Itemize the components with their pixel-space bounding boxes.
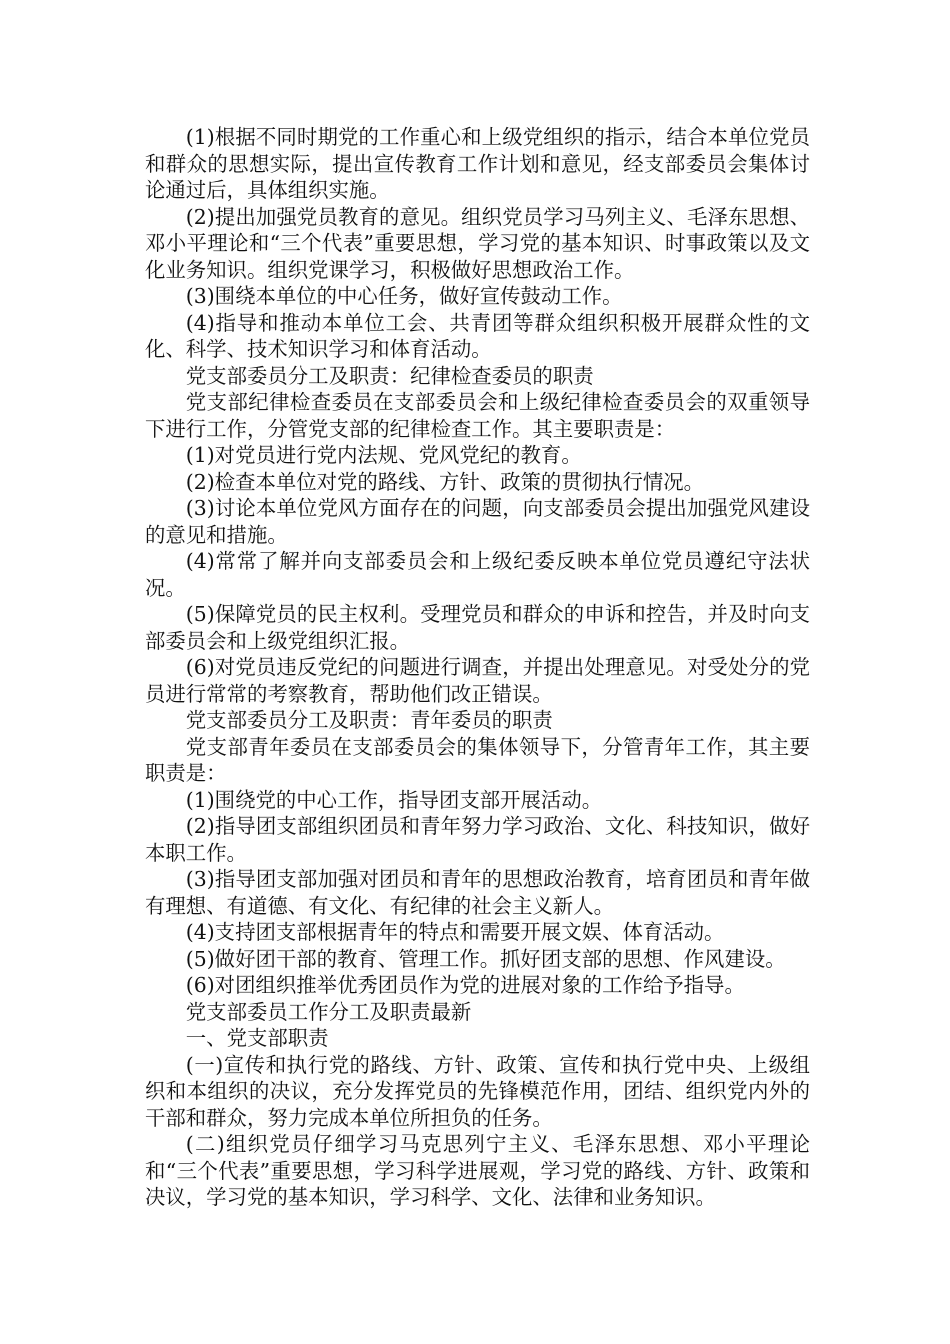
- paragraph: (4)常常了解并向支部委员会和上级纪委反映本单位党员遵纪守法状况。: [145, 549, 810, 600]
- paragraph: (2)指导团支部组织团员和青年努力学习政治、文化、科技知识，做好本职工作。: [145, 814, 810, 865]
- paragraph: 党支部纪律检查委员在支部委员会和上级纪律检查委员会的双重领导下进行工作，分管党支部的纪律检查工作。其主要职责是：: [145, 390, 810, 441]
- paragraph: (6)对党员违反党纪的问题进行调查，并提出处理意见。对受处分的党员进行常常的考察教育，帮助他们改正错误。: [145, 655, 810, 706]
- section-heading: 党支部委员工作分工及职责最新: [185, 999, 472, 1024]
- paragraph: (4)支持团支部根据青年的特点和需要开展文娱、体育活动。: [185, 920, 725, 944]
- paragraph: 党支部青年委员在支部委员会的集体领导下，分管青年工作，其主要职责是：: [145, 734, 810, 785]
- paragraph: (5)保障党员的民主权利。受理党员和群众的申诉和控告，并及时向支部委员会和上级党组织汇报。: [145, 602, 810, 653]
- paragraph: (二)组织党员仔细学习马克思列宁主义、毛泽东思想、邓小平理论和“三个代表”重要思想，学习科学进展观，学习党的路线、方针、政策和决议，学习党的基本知识，学习科学、文化、法律和业务知识。: [145, 1132, 810, 1209]
- paragraph: (3)围绕本单位的中心任务，做好宣传鼓动工作。: [185, 284, 623, 308]
- paragraph: (1)围绕党的中心工作，指导团支部开展活动。: [185, 787, 603, 812]
- paragraph: (3)讨论本单位党风方面存在的问题，向支部委员会提出加强党风建设的意见和措施。: [145, 496, 810, 547]
- paragraph: (3)指导团支部加强对团员和青年的思想政治教育，培育团员和青年做有理想、有道德、有文化、有纪律的社会主义新人。: [145, 867, 810, 918]
- paragraph: (1)对党员进行党内法规、党风党纪的教育。: [185, 443, 582, 467]
- section-heading: 一、党支部职责: [185, 1026, 329, 1050]
- paragraph: (一)宣传和执行党的路线、方针、政策、宣传和执行党中央、上级组织和本组织的决议，充分发挥党员的先锋模范作用，团结、组织党内外的干部和群众，努力完成本单位所担负的任务。: [145, 1052, 810, 1130]
- section-heading: 党支部委员分工及职责：青年委员的职责: [185, 708, 553, 732]
- paragraph: (1)根据不同时期党的工作重心和上级党组织的指示，结合本单位党员和群众的思想实际，提出宣传教育工作计划和意见，经支部委员会集体讨论通过后，具体组织实施。: [145, 125, 810, 202]
- paragraph: (6)对团组织推举优秀团员作为党的进展对象的工作给予指导。: [185, 973, 745, 997]
- paragraph: (4)指导和推动本单位工会、共青团等群众组织积极开展群众性的文化、科学、技术知识学习和体育活动。: [145, 310, 810, 361]
- document-body: [145, 124, 810, 1211]
- paragraph: (5)做好团干部的教育、管理工作。抓好团支部的思想、作风建设。: [185, 946, 786, 971]
- section-heading: 党支部委员分工及职责：纪律检查委员的职责: [185, 363, 594, 388]
- paragraph: (2)提出加强党员教育的意见。组织党员学习马列主义、毛泽东思想、邓小平理论和“三个代表”重要思想，学习党的基本知识、时事政策以及文化业务知识。组织党课学习，积极做好思想政治工作。: [145, 204, 810, 282]
- paragraph: (2)检查本单位对党的路线、方针、政策的贯彻执行情况。: [185, 469, 705, 494]
